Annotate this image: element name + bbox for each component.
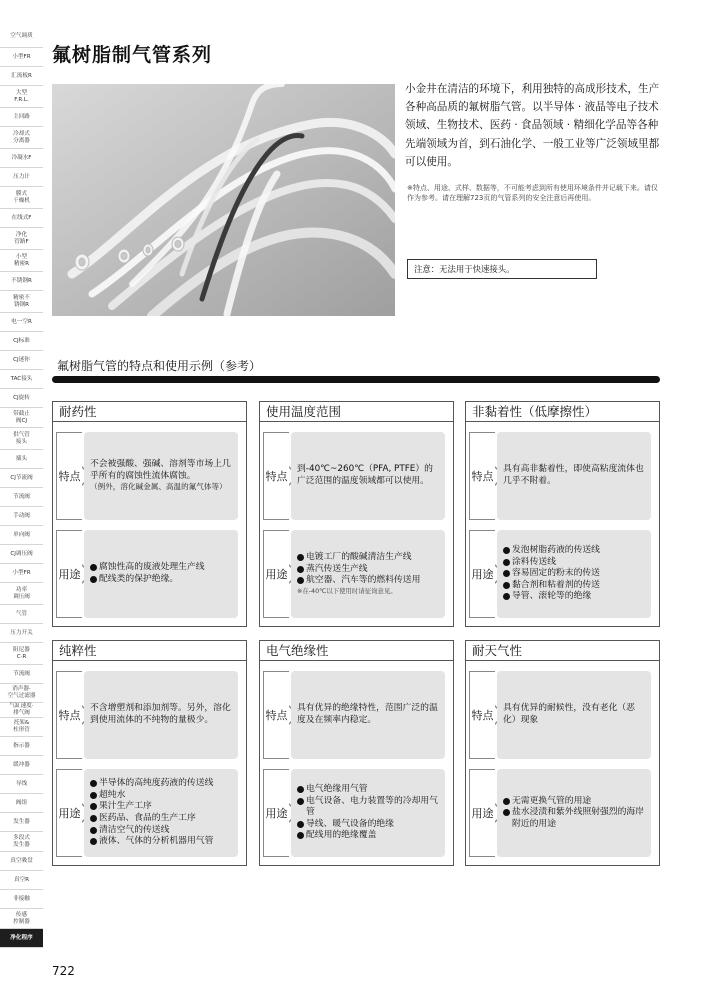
usage-panel [497,530,651,618]
usage-panel [497,769,651,857]
sidebar-item[interactable]: 不锈钢R [0,272,43,291]
feature-tab [469,432,495,520]
usage-item: 配线用的绝缘覆盖 [297,830,439,842]
sidebar-item[interactable]: 汇流板R [0,67,43,86]
feature-subtext: （例外，溶化碱金属、高温的氟气体等） [90,482,227,492]
feature-card [465,640,660,866]
card-title: 耐药性 [53,402,246,422]
usage-list [503,796,645,831]
tab-char: 特 [265,469,277,483]
feature-text: 具有优异的耐候性，没有老化（恶化）现象 [503,703,635,725]
usage-tab [469,530,495,618]
sidebar-item[interactable]: 空气调质 [0,26,43,48]
sidebar-item[interactable]: 小型 精密R [0,250,43,272]
sidebar-item[interactable]: 大型 F.R.L. [0,86,43,108]
feature-text: 不含增塑剂和添加剂等。另外，溶化到使用流体的不纯物的量极少。 [90,703,231,725]
sidebar-item[interactable]: 导线 [0,775,43,794]
usage-list [297,784,439,842]
tab-char: 点 [276,469,288,483]
feature-card [259,640,454,866]
index-sidebar [0,26,43,948]
feature-tab [263,671,289,759]
usage-item: 清洁空气的传送线 [90,825,232,837]
section-divider [52,376,660,383]
sidebar-item[interactable]: 小型FR [0,564,43,583]
tab-char: 途 [69,567,81,581]
sidebar-item[interactable]: 功率 调压阀 [0,583,43,605]
feature-panel [84,432,238,520]
sidebar-item[interactable]: 精密不 锈钢R [0,291,43,313]
sidebar-item[interactable]: 压力计 [0,168,43,187]
sidebar-item[interactable]: CJ迷你 [0,351,43,370]
tab-char: 特 [265,708,277,722]
usage-item: 超纯水 [90,790,232,802]
usage-note: ※在-40℃以下使用时请征询意见。 [297,586,397,595]
feature-panel [84,671,238,759]
tab-char: 用 [471,806,483,820]
feature-text: 不会被强酸、强碱、溶剂等市场上几乎所有的腐蚀性流体腐蚀。 [90,459,231,481]
sidebar-item[interactable]: 小型FR [0,48,43,67]
usage-list [297,552,439,587]
card-title: 电气绝缘性 [260,641,453,661]
feature-card [259,401,454,627]
card-title: 纯粹性 [53,641,246,661]
usage-item: 果汁生产工序 [90,801,232,813]
usage-tab [263,530,289,618]
tab-char: 途 [482,806,494,820]
usage-tab [56,530,82,618]
sidebar-item[interactable]: 真空吸盘 [0,852,43,871]
feature-text: 具有高非黏着性，即使高粘度流体也几乎不附着。 [503,464,644,486]
usage-item: 涂料传送线 [503,557,645,569]
sidebar-item[interactable]: 阻尼器 C·R [0,643,43,665]
card-title: 使用温度范围 [260,402,453,422]
feature-card [52,401,247,627]
tab-char: 途 [482,567,494,581]
tab-char: 途 [276,567,288,581]
tab-char: 特 [58,469,70,483]
tab-char: 点 [482,469,494,483]
feature-tab [56,671,82,759]
tab-char: 特 [58,708,70,722]
usage-item: 腐蚀性高的废液处理生产线 [90,562,232,574]
usage-list [90,562,232,585]
sidebar-item[interactable]: 气管 [0,605,43,624]
tab-char: 途 [276,806,288,820]
usage-item: 半导体的高纯度药液的传送线 [90,778,232,790]
usage-item: 黏合剂和粘着剂的传送 [503,580,645,592]
feature-tab [263,432,289,520]
tab-char: 用 [58,806,70,820]
usage-list [503,545,645,603]
feature-panel [291,432,445,520]
usage-item: 发泡树脂药液的传送线 [503,545,645,557]
card-title: 非黏着性（低摩擦性） [466,402,659,422]
usage-item: 导管、滚轮等的绝缘 [503,591,645,603]
feature-text: 到-40℃~260℃（PFA, PTFE）的广泛范围的温度领域都可以使用。 [297,464,433,486]
sidebar-item[interactable]: TAC接头 [0,370,43,389]
sidebar-item[interactable]: 非接触 [0,890,43,909]
feature-card [465,401,660,627]
tab-char: 用 [265,806,277,820]
tab-char: 特 [471,708,483,722]
fluororesin-tubes-image [52,84,395,316]
sidebar-item[interactable]: 阀组 [0,794,43,813]
usage-item: 蒸汽传送生产线 [297,564,439,576]
tab-char: 特 [471,469,483,483]
safety-note: ※特点、用途、式样、数据等，不可能考虑到所有使用环境条件并记载下来。请仅作为参考。请在理解723页的气管系列的安全注意后再使用。 [407,184,658,202]
sidebar-item[interactable]: 冷凝水F [0,149,43,168]
usage-item: 电气绝缘用气管 [297,784,439,796]
feature-text: 具有优异的绝缘特性，范围广泛的温度及在频率内稳定。 [297,703,438,725]
usage-item: 无需更换气管的用途 [503,796,645,808]
sidebar-item[interactable]: 气缸速度· 排气阀 [0,703,43,718]
product-photo [52,84,395,316]
sidebar-item[interactable]: 传感 控制器 [0,909,43,929]
sidebar-item[interactable]: 手动阀 [0,507,43,526]
feature-tab [56,432,82,520]
sidebar-item[interactable]: CJ节流阀 [0,469,43,488]
intro-text: 小金井在清洁的环境下，利用独特的高成形技术，生产各种高品质的氟树脂气管。以半导体 · 液晶等电子技术领域、生物技术、医药 · 食品领域 · 精细化学品等各种先端领域为首，到石油化学、一般工业等广泛领域里都可以使用。 [405,83,660,168]
sidebar-item[interactable]: 冷却式 分离器 [0,127,43,149]
usage-panel [84,769,238,857]
tab-char: 用 [471,567,483,581]
feature-tab [469,671,495,759]
tab-char: 途 [69,806,81,820]
warning-box: 注意：无法用于快速接头。 [407,259,597,279]
tab-char: 用 [265,567,277,581]
usage-item: 导线、暖气设备的绝缘 [297,819,439,831]
sidebar-item[interactable]: 节流阀 [0,665,43,684]
usage-item: 容易固定的粉末的传送 [503,568,645,580]
usage-panel [291,530,445,618]
usage-item: 盐水浸渍和紫外线照射强烈的海岸附近的用途 [503,807,645,830]
sidebar-item[interactable]: 消声器· 空气过滤器 [0,684,43,703]
sidebar-item[interactable]: 膜式 干燥机 [0,187,43,209]
feature-panel [497,432,651,520]
sidebar-item[interactable]: 净化 管路F [0,228,43,250]
section-heading: 氟树脂气管的特点和使用示例（参考） [57,359,262,373]
feature-card [52,640,247,866]
tab-char: 点 [482,708,494,722]
sidebar-item[interactable]: CJ标准 [0,332,43,351]
page-number: 722 [52,964,75,978]
feature-panel [497,671,651,759]
usage-tab [56,769,82,857]
sidebar-item[interactable]: 托架& 柱形管 [0,718,43,737]
usage-tab [263,769,289,857]
sidebar-item[interactable]: CJ旋转 [0,389,43,408]
sidebar-item[interactable]: 节流阀 [0,488,43,507]
sidebar-item[interactable]: CJ调压阀 [0,545,43,564]
usage-item: 电镀工厂的酸碱清洁生产线 [297,552,439,564]
card-title: 耐天气性 [466,641,659,661]
usage-item: 医药品、食品的生产工序 [90,813,232,825]
sidebar-item[interactable]: 缓冲器 [0,756,43,775]
sidebar-item[interactable]: 主回路 [0,108,43,127]
usage-item: 航空器、汽车等的燃料传送用 [297,575,439,587]
sidebar-item[interactable]: 插头 [0,450,43,469]
sidebar-item[interactable]: 带截止 阀CJ [0,408,43,428]
usage-item: 配线类的保护绝缘。 [90,574,232,586]
sidebar-item[interactable]: 多段式 发生器 [0,832,43,852]
sidebar-item[interactable]: 压力开关 [0,624,43,643]
sidebar-item[interactable]: 供气管 接头 [0,428,43,450]
usage-panel [291,769,445,857]
sidebar-item[interactable]: 电一空R [0,313,43,332]
sidebar-item[interactable]: 真空R [0,871,43,890]
usage-list [90,778,232,848]
tab-char: 用 [58,567,70,581]
sidebar-item[interactable]: 净化程序 [0,929,43,948]
usage-tab [469,769,495,857]
usage-panel [84,530,238,618]
tab-char: 点 [69,469,81,483]
sidebar-item[interactable]: 单向阀 [0,526,43,545]
tab-char: 点 [276,708,288,722]
usage-item: 液体、气体的分析机器用气管 [90,836,232,848]
sidebar-item[interactable]: 在线式F [0,209,43,228]
feature-panel [291,671,445,759]
usage-item: 电气设备、电力装置等的冷却用气管 [297,796,439,819]
sidebar-item[interactable]: 发生器 [0,813,43,832]
page-title: 氟树脂制气管系列 [52,44,213,66]
sidebar-item[interactable]: 指示器 [0,737,43,756]
tab-char: 点 [69,708,81,722]
